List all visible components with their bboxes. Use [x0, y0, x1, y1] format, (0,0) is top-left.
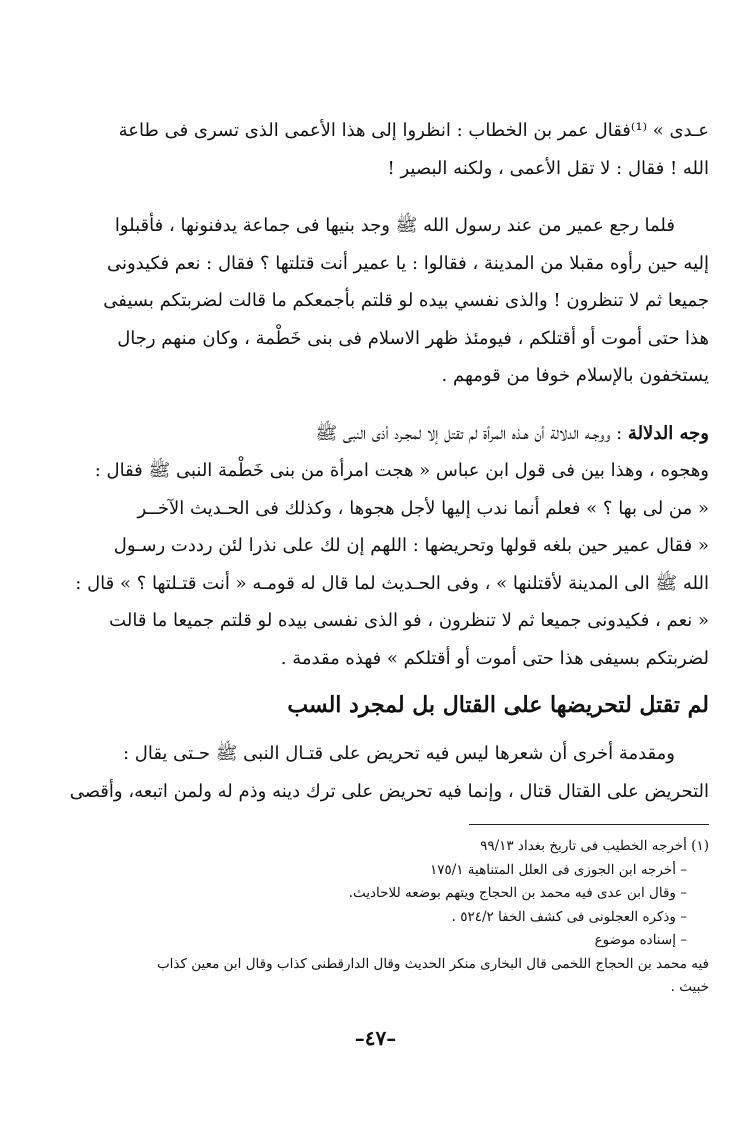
text-line: جميعا ثم لا تنظرون ! والذى نفسي بيده لو قلتم بأجمعكم ما قالت لضربتكم بسيفى [103, 290, 709, 311]
footnote-line: فيه محمد بن الحجاج اللخمى قال البخارى منكر الحديث وقال الدارقطنى كذاب وقال ابن معين كذاب [156, 955, 709, 972]
footnote-line: – وقال ابن عدى فيه محمد بن الحجاج ويتهم بوضعه للاحاديث. [348, 885, 687, 901]
page-number: –٤٧– [354, 1026, 397, 1050]
text-line: فلما رجع عمير من عند رسول الله ﷺ وجد بنيها فى جماعة يدفنونها ، فأقبلوا [114, 215, 675, 236]
text-line: وهجوه ، وهذا بين فى قول ابن عباس « هجت امرأة من بنى خَطْمة النبى ﷺ فقال : [94, 460, 709, 481]
text-line: « من لى بها ؟ » فعلم أنما ندب إليها لأجل هجوها ، وكذلك فى الحـديث الآخــر [137, 497, 709, 519]
footnote-line: خبيث . [670, 979, 709, 995]
text-line: لضربتكم بسيفى هذا حتى أموت أو أقتلكم » فهذه مقدمة . [280, 647, 709, 669]
text-line [92, 415, 709, 453]
footnote-divider [469, 824, 709, 825]
footnote-line: – أخرجه ابن الجوزى فى العلل المتناهية ١٧٥/١ [429, 861, 687, 878]
text-line: الله ! فقال : لا تقل الأعمى ، ولكنه البصير ! [387, 157, 709, 179]
text-line: عـدى » ⁽¹⁾فقال عمر بن الخطاب : انظروا إلى هذا الأعمى الذى تسرى فى طاعة [118, 120, 709, 141]
footnotes [92, 835, 709, 1000]
footnote-line: – إسناده موضوع [594, 932, 687, 948]
footnote-line: – وذكره العجلونى فى كشف الخفا ٥٢٤/٢ . [451, 908, 687, 925]
section-lead-label: وجه الدلالة [627, 422, 709, 444]
text-line: التحريض على القتال قتال ، وإنما فيه تحريض على ترك دينه وذم له ولمن اتبعه، وأقصى [69, 780, 709, 802]
text-line-rest: : ووجـه الدلالة أن هـذه المرأة لم تقتل إلا لمجـرد أذى النبى ﷺ [315, 422, 628, 444]
text-line: يستخفون بالإسلام خوفا من قومهم . [441, 365, 709, 386]
section-heading: لم تقتل لتحريضها على القتال بل لمجرد السب [287, 692, 709, 718]
footnote-line: (١) أخرجه الخطيب فى تاريخ بغداد ٩٩/١٣ [480, 838, 709, 854]
paragraph-4 [69, 735, 709, 810]
text-line: ومقدمة أخرى أن شعرها ليس فيه تحريض على قتـال النبى ﷺ حـتى يقال : [122, 743, 675, 764]
text-line: « نعم ، فكيدونى جميعا ثم لا تنظرون ، فو الذى نفسى بيده لو قلتم جميعا ما قالت [109, 610, 709, 631]
paragraph-3 [75, 415, 709, 678]
text-line: هذا حتى أموت أو أقتلكم ، فيومئذ ظهر الاسلام فى بنى خَطْمة ، وكان منهم رجال [117, 327, 709, 349]
text-line: الله ﷺ الى المدينة لأقتلنها » ، وفى الحـديث لما قال له قومـه « أنت قتـلتها ؟ » قال : [75, 572, 709, 594]
paragraph-2 [92, 207, 709, 395]
text-line: « فقال عمير حين بلغه قولها وتحريضها : اللهم إن لك على نذرا لئن رددت رسـول [113, 535, 709, 556]
paragraph-1 [92, 112, 709, 187]
text-line: إليه حين رأوه مقبلا من المدينة ، فقالوا : يا عمير أنت قتلتها ؟ فقال : نعم فكيدونى [106, 252, 709, 274]
